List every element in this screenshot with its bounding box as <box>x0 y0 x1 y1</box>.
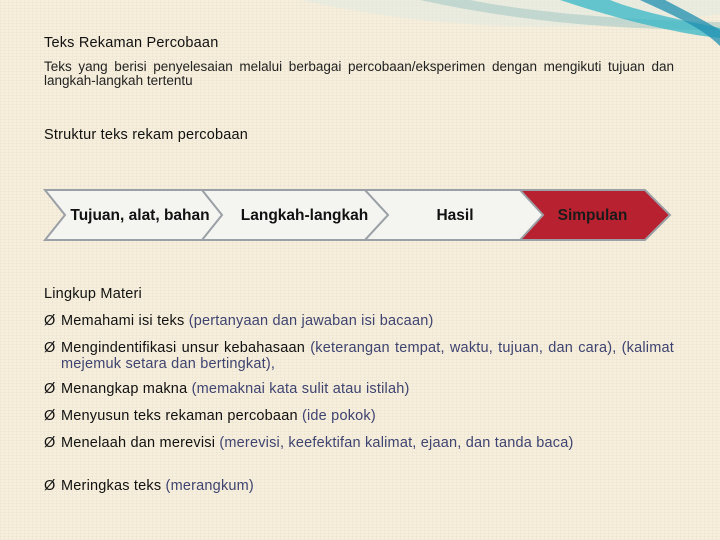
step-label-langkah: Langkah-langkah <box>240 206 369 224</box>
list-item-detail: (merangkum) <box>165 478 254 494</box>
list-item <box>44 340 674 372</box>
list-item <box>44 381 674 397</box>
list-item-main: Meringkas teks <box>61 478 162 494</box>
arrow-bullet-icon: Ø <box>44 340 56 356</box>
list-item-main: Menelaah dan merevisi <box>61 435 216 451</box>
step-label-tujuan: Tujuan, alat, bahan <box>70 206 210 224</box>
list-item-main: Mengindentifikasi unsur kebahasaan <box>61 340 306 356</box>
list-item <box>44 408 674 424</box>
scope-heading: Lingkup Materi <box>44 286 142 302</box>
step-label-hasil: Hasil <box>436 206 474 224</box>
list-item-detail: (pertanyaan dan jawaban isi bacaan) <box>188 313 434 329</box>
definition-text: Teks yang berisi penyelesaian melalui berbagai percobaan/eksperimen dengan mengikuti tujuan dan langkah-langkah tertentu <box>44 59 674 88</box>
list-item-detail: (merevisi, keefektifan kalimat, ejaan, dan tanda baca) <box>219 435 574 451</box>
step-label-simpulan: Simpulan <box>557 206 628 224</box>
structure-heading: Struktur teks rekam percobaan <box>44 127 249 143</box>
arrow-bullet-icon: Ø <box>44 435 56 451</box>
list-item-detail: (keterangan tempat, waktu, tujuan, dan cara), (kalimat mejemuk setara dan bertingkat), <box>61 340 674 372</box>
list-item <box>44 435 674 451</box>
arrow-bullet-icon: Ø <box>44 313 56 329</box>
list-item <box>44 313 674 329</box>
list-item-main: Menangkap makna <box>61 381 188 397</box>
structure-chevron-diagram <box>40 185 680 245</box>
slide-title: Teks Rekaman Percobaan <box>44 35 219 51</box>
list-item-detail: (memaknai kata sulit atau istilah) <box>191 381 410 397</box>
arrow-bullet-icon: Ø <box>44 478 56 494</box>
arrow-bullet-icon: Ø <box>44 408 56 424</box>
list-item-main: Menyusun teks rekaman percobaan <box>61 408 298 424</box>
list-item-detail: (ide pokok) <box>301 408 376 424</box>
list-item-main: Memahami isi teks <box>61 313 185 329</box>
list-item <box>44 478 674 494</box>
arrow-bullet-icon: Ø <box>44 381 56 397</box>
